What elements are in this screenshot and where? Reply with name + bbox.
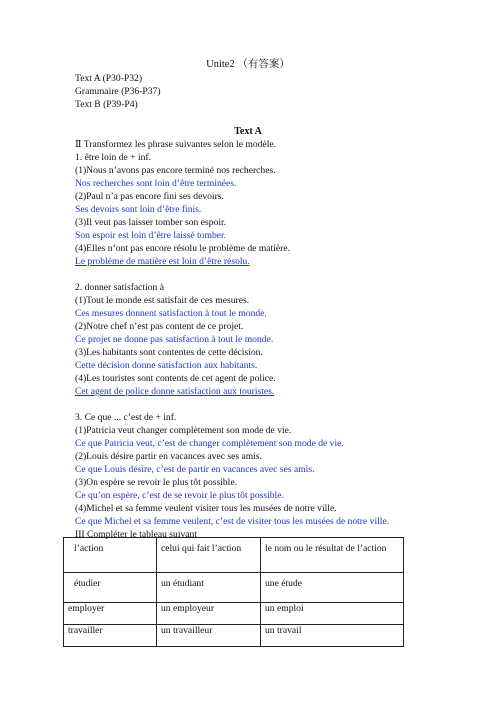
question-line: (1)Patricia veut changer complètement son mode de vie. <box>75 425 292 436</box>
table-row <box>64 625 404 647</box>
answer-line: Ses devoirs sont loin d’être finis. <box>75 204 202 215</box>
table-cell: un employeur <box>157 603 261 625</box>
part-label: 1. être loin de + inf. <box>75 152 152 163</box>
spacer <box>75 398 425 411</box>
question-line: (3)On espère se revoir le plus tôt possible. <box>75 477 237 488</box>
toc-item: Text B (P39-P4) <box>75 99 138 110</box>
table-cell: travailler <box>64 625 157 647</box>
answer-line: Cet agent de police donne satisfaction aux touristes. <box>75 386 275 397</box>
table-cell: un étudiant <box>157 573 261 603</box>
table-header-cell: le nom ou le résultat de l’action <box>261 538 404 573</box>
question-line: (1)Nous n’avons pas encore terminé nos recherches. <box>75 165 276 176</box>
question-line: (4)Elles n’ont pas encore résolu le problème de matière. <box>75 243 290 254</box>
table-header-cell: celui qui fait l’action <box>157 538 261 573</box>
table-cell: employer <box>64 603 157 625</box>
answer-line: Son espoir est loin d’être laissé tomber. <box>75 230 227 241</box>
table-row <box>64 603 404 625</box>
answer-line: Ce qu’on espère, c’est de se revoir le plus tôt possible. <box>75 490 284 501</box>
table-of-contents <box>75 72 425 111</box>
answer-line: Ce que Louis désire, c’est de partir en vacances avec ses amis. <box>75 464 315 475</box>
toc-item: Text A (P30-P32) <box>75 73 143 84</box>
exercise-2 <box>75 138 425 541</box>
question-line: (4)Michel et sa femme veulent visiter tous les musées de notre ville. <box>75 503 337 514</box>
vocabulary-table <box>63 537 404 647</box>
table-header-cell: l’action <box>64 538 157 573</box>
table-cell: un travailleur <box>157 625 261 647</box>
part-label: 2. donner satisfaction à <box>75 282 164 293</box>
toc-item: Grammaire (P36-P37) <box>75 86 161 97</box>
answer-line: Ce projet ne donne pas satisfaction à tout le monde. <box>75 334 274 345</box>
part-label: 3. Ce que ... c’est de + inf. <box>75 412 177 423</box>
answer-line: Ces mesures donnent satisfaction à tout le monde. <box>75 308 267 319</box>
question-line: (2)Paul n’a pas encore fini ses devoirs. <box>75 191 224 202</box>
question-line: (1)Tout le monde est satisfait de ces mesures. <box>75 295 250 306</box>
question-line: (2)Louis désire partir en vacances avec ses amis. <box>75 451 262 462</box>
exercise-heading: III Compléter le tableau suivant <box>75 529 198 540</box>
question-line: (4)Les touristes sont contents de cet agent de police. <box>75 373 276 384</box>
answer-line: Cette décision donne satisfaction aux habitants. <box>75 360 258 371</box>
answer-line: Le problème de matière est loin d’être résolu. <box>75 256 250 267</box>
question-line: (2)Notre chef n’est pas content de ce projet. <box>75 321 244 332</box>
table-header-row <box>64 538 404 573</box>
table-cell: étudier <box>64 573 157 603</box>
table-cell: un travail <box>261 625 404 647</box>
table-cell: une étude <box>261 573 404 603</box>
section-title: Text A <box>234 126 262 137</box>
spacer <box>75 268 425 281</box>
answer-line: Ce que Michel et sa femme veulent, c’est de visiter tous les musées de notre ville. <box>75 516 390 527</box>
answer-line: Ce que Patricia veut, c’est de changer complètement son mode de vie. <box>75 438 344 449</box>
answer-line: Nos recherches sont loin d’être terminées. <box>75 178 237 189</box>
document-title: Unite2 （有答案） <box>206 59 290 70</box>
table-row <box>64 573 404 603</box>
question-line: (3)Les habitants sont contentes de cette décision. <box>75 347 263 358</box>
question-line: (3)Il veut pas laisser tomber son espoir. <box>75 217 227 228</box>
table-cell: un emploi <box>261 603 404 625</box>
exercise-heading: Ⅱ Transformez les phrase suivantes selon le modèle. <box>75 139 277 150</box>
